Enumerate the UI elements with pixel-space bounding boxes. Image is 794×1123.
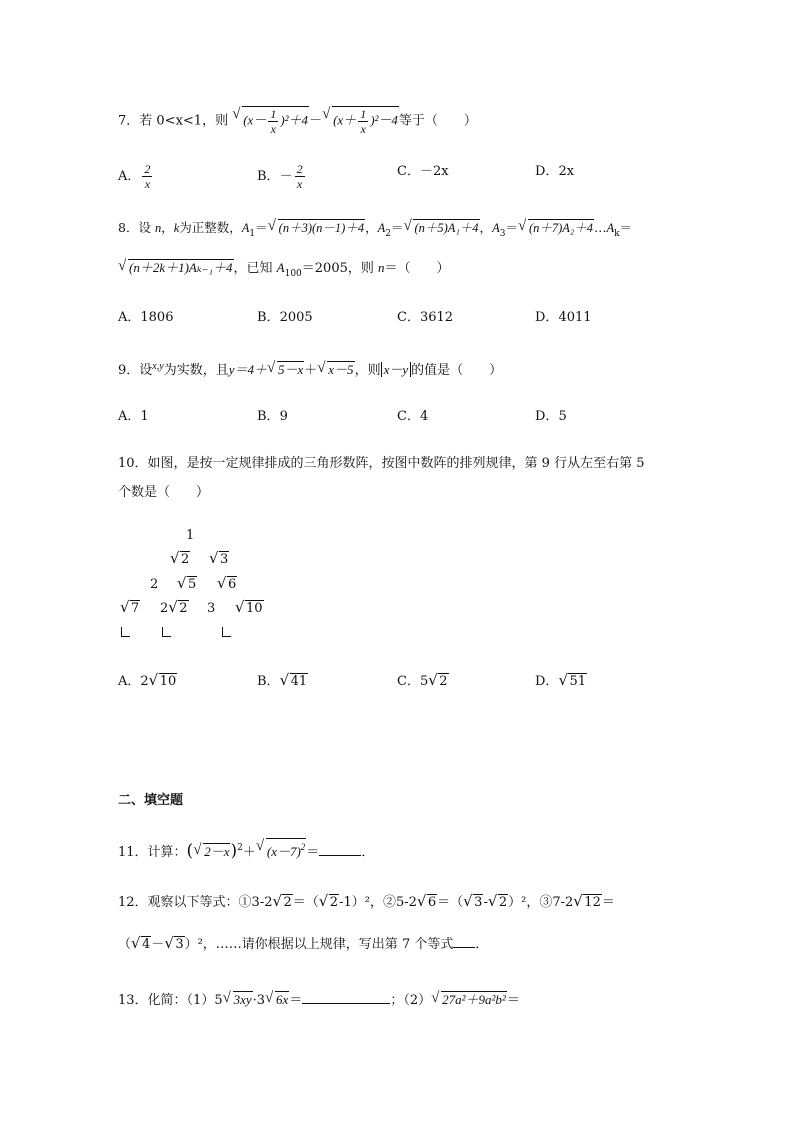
q7-number: 7． bbox=[118, 113, 140, 129]
q8-radical-ak: √ (n＋2k＋1)Aₖ₋₁＋4 bbox=[119, 258, 234, 278]
question-12-line-2: （√ 4－√ 3）²，……请你根据以上规律，写出第 7 个等式 ． bbox=[118, 935, 488, 955]
q10-option-c: C．5√ 2 bbox=[397, 672, 449, 692]
q9-option-b: B．9 bbox=[257, 409, 288, 424]
question-13: 13．化简：（1）5√ 3xy·3√ 6x＝ ；（2）√ 27a²＋9a²b²＝ bbox=[118, 990, 520, 1011]
q8-option-b: B．2005 bbox=[257, 310, 313, 325]
exam-page: 7．若 0<x<1，则 √ (x－ $\frac{1}{x}$ )²＋4－√ (x＋ $\frac{1}{x}$ )²－4等于（ ） A． $\frac{2}{x}$ B．－ $\frac{2}{x}$ C．－2x D．2x 8．设 n，k为正整数，$A_1=√$ (n＋3)(n－1)＋4，$A_2=√$ (n＋5)A₁＋4，$A_3=√$ $(n+7)A_2+4\dots A_k=$ √ (n＋2k＋1)Aₖ₋₁＋4，已知 $A_{100}=2005$，则 n＝（ ） A．1806 B．2005 C．3612 D．4011 9．设$^{x,y}$为实数，且y＝4＋√ 5－x＋√ x－5，则 x－y 的值是（ ） A．1 B．9 C．4 D．5 10．如图，是按一定规律排成的三角形数阵，按图中数阵的排列规律，第 9 行从左至右第 5 个数是（ ） 1 √ 2 √ 3 2 √ 5 √ 6 √ 7 2√ 2 3 √ 10 A．2√ 10 B．√ 41 C．5√ 2 D．√ 51 二、填空题 11．计算：(√ 2－x)$^2$＋√ $(x-7)^2=$ ． 12．观察以下等式：①3-2√ 2＝（√ 2-1）²，②5-2√ 6＝（√ 3-√ 2）²，③7-2√ 12＝ （√ 4－√ 3）²，……请你根据以上规律，写出第 7 个等式 ． 13．化简：（1）5√ 3xy·3√ 6x＝ ；（2）√ 27a²＋9a²b²＝ bbox=[0, 0, 794, 1123]
q7-radical-2: √ (x＋ $\frac{1}{x}$ )²－4 bbox=[323, 106, 399, 136]
question-10: 10．如图，是按一定规律排成的三角形数阵，按图中数阵的排列规律，第 9 行从左至右第 5 bbox=[118, 456, 645, 471]
question-10-line-2: 个数是（ ） bbox=[118, 485, 210, 500]
q10-option-d: D．√ 51 bbox=[535, 672, 587, 692]
q12-answer-blank[interactable] bbox=[453, 947, 475, 948]
q7-radical-1: √ (x－ $\frac{1}{x}$ )²＋4 bbox=[233, 106, 309, 136]
question-9: 9．设$^{x,y}$为实数，且y＝4＋√ 5－x＋√ x－5，则 x－y 的值是（ ） bbox=[118, 357, 502, 381]
q7-option-c: C．－2x bbox=[397, 164, 449, 179]
section-title-fill-in: 二、填空题 bbox=[118, 793, 184, 808]
q11-answer-blank[interactable] bbox=[319, 855, 361, 856]
q7-option-d: D．2x bbox=[535, 164, 575, 179]
question-8-line-2: √ (n＋2k＋1)Aₖ₋₁＋4，已知 $A_{100}=2005$，则 n＝（ ） bbox=[118, 258, 450, 284]
q10-option-a: A．2√ 10 bbox=[118, 672, 177, 692]
q8-option-d: D．4011 bbox=[535, 310, 592, 325]
q7-tail: 等于（ ） bbox=[398, 113, 477, 129]
question-12: 12．观察以下等式：①3-2√ 2＝（√ 2-1）²，②5-2√ 6＝（√ 3-√ 2）²，③7-2√ 12＝ bbox=[118, 893, 615, 913]
question-8: 8．设 n，k为正整数，$A_1=√$ (n＋3)(n－1)＋4，$A_2=√$ (n＋5)A₁＋4，$A_3=√$ $(n+7)A_2+4\dots A_k=$ bbox=[118, 218, 632, 244]
q13-answer-blank-1[interactable] bbox=[302, 1003, 390, 1004]
q8-option-c: C．3612 bbox=[397, 310, 454, 325]
q7-text: 若 0<x<1，则 bbox=[139, 113, 229, 129]
q9-option-a: A．1 bbox=[118, 409, 149, 424]
q9-option-c: C．4 bbox=[397, 409, 429, 424]
q8-radical-a2: √ (n＋5)A₁＋4 bbox=[404, 218, 479, 238]
question-7: 7．若 0<x<1，则 √ (x－ $\frac{1}{x}$ )²＋4－√ (x＋ $\frac{1}{x}$ )²－4等于（ ） bbox=[118, 106, 477, 136]
q8-option-a: A．1806 bbox=[118, 310, 174, 325]
q9-option-d: D．5 bbox=[535, 409, 567, 424]
question-11: 11．计算：(√ 2－x)$^2$＋√ $(x-7)^2=$ ． bbox=[118, 838, 374, 863]
q7-option-a: A． $\frac{2}{x}$ bbox=[118, 162, 151, 191]
ellipsis-mark bbox=[121, 627, 130, 637]
ellipsis-mark bbox=[162, 627, 171, 637]
ellipsis-mark bbox=[222, 627, 231, 637]
q8-radical-a3: √ (n＋7)A₂＋4 bbox=[519, 218, 594, 238]
q8-radical-a1: √ (n＋3)(n－1)＋4 bbox=[269, 218, 365, 238]
q7-option-b: B．－ $\frac{2}{x}$ bbox=[257, 162, 303, 191]
q10-option-b: B．√ 41 bbox=[257, 672, 308, 692]
